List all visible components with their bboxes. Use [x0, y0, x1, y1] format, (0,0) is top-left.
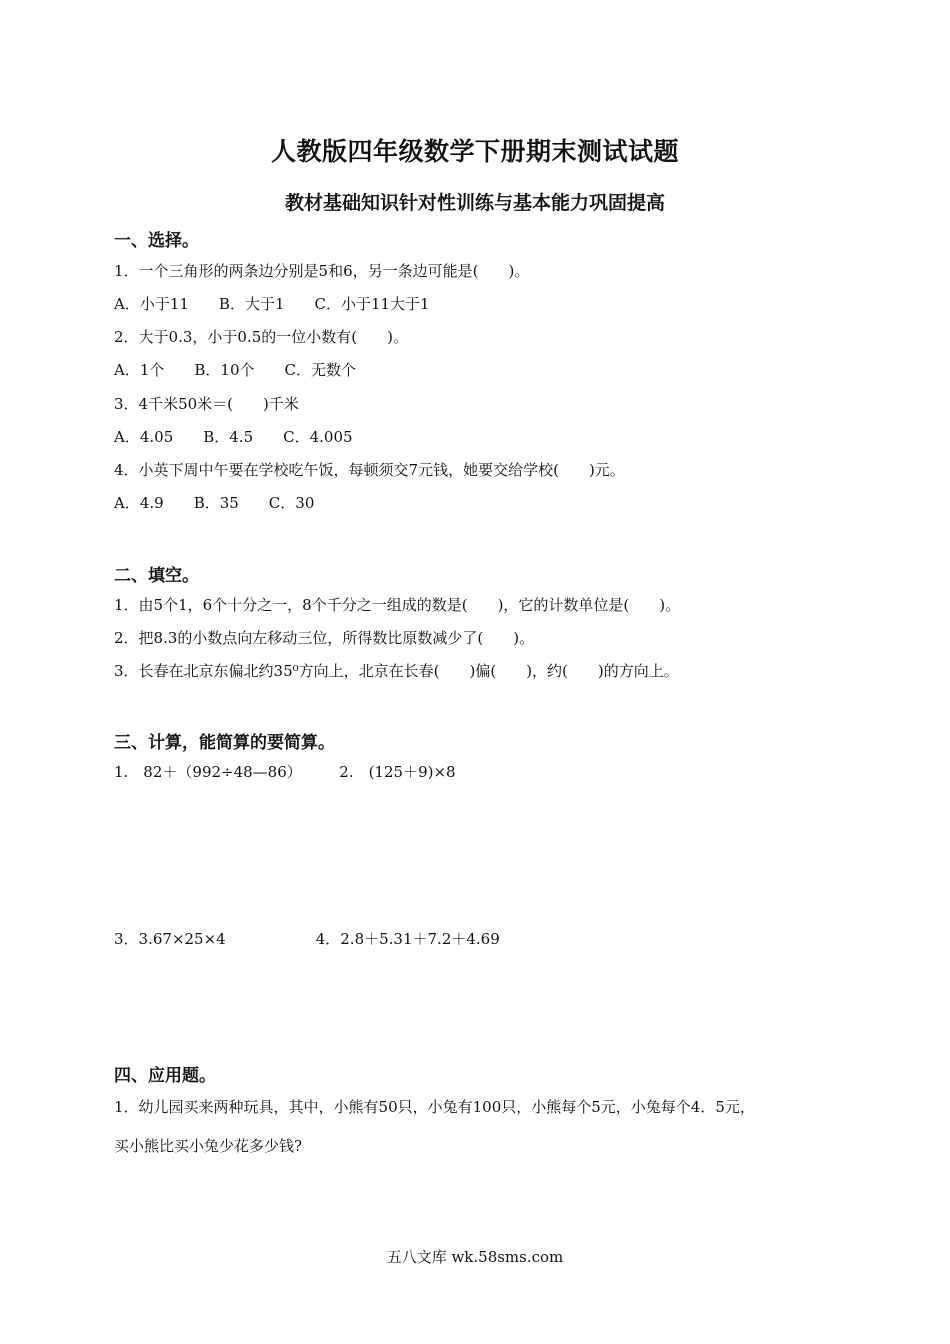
- options-line: A．1个 B．10个 C．无数个: [114, 361, 356, 379]
- options-line: A．4.9 B．35 C．30: [114, 494, 315, 512]
- section-heading-choice: 一、选择。: [114, 231, 199, 251]
- options-line: A．小于11 B．大于1 C．小于11大于1: [114, 295, 430, 313]
- question-line: 1．幼儿园买来两种玩具，其中，小熊有50只，小兔有100只，小熊每个5元，小兔每个4．5元，: [114, 1098, 755, 1116]
- section-heading-calculation: 三、计算，能简算的要简算。: [114, 733, 335, 753]
- options-line: A．4.05 B．4.5 C．4.005: [114, 428, 353, 446]
- question-line: 1．由5个1，6个十分之一，8个千分之一组成的数是( )，它的计数单位是( )。: [114, 596, 681, 614]
- calculation-line: 1. 82＋（992÷48—86） 2. (125＋9)×8: [114, 763, 456, 781]
- page-subtitle: 教材基础知识针对性训练与基本能力巩固提高: [284, 192, 665, 214]
- question-line: 1．一个三角形的两条边分别是5和6，另一条边可能是( )。: [114, 262, 530, 280]
- section-heading-fill-blank: 二、填空。: [114, 566, 199, 586]
- page-title: 人教版四年级数学下册期末测试试题: [270, 137, 679, 166]
- question-line: 4．小英下周中午要在学校吃午饭，每顿须交7元钱，她要交给学校( )元。: [114, 461, 625, 479]
- page-footer: 五八文库 wk.58sms.com: [386, 1248, 564, 1266]
- question-line: 2．把8.3的小数点向左移动三位，所得数比原数减少了( )。: [114, 629, 535, 647]
- question-line: 2．大于0.3，小于0.5的一位小数有( )。: [114, 328, 408, 346]
- calculation-line: 3．3.67×25×4 4．2.8＋5.31＋7.2＋4.69: [114, 930, 500, 948]
- question-line: 买小熊比买小兔少花多少钱?: [114, 1137, 303, 1155]
- question-line: 3．4千米50米＝( )千米: [114, 395, 299, 413]
- section-heading-word-problems: 四、应用题。: [114, 1066, 216, 1086]
- question-line: 3．长春在北京东偏北约35⁰方向上，北京在长春( )偏( )，约( )的方向上。: [114, 662, 679, 680]
